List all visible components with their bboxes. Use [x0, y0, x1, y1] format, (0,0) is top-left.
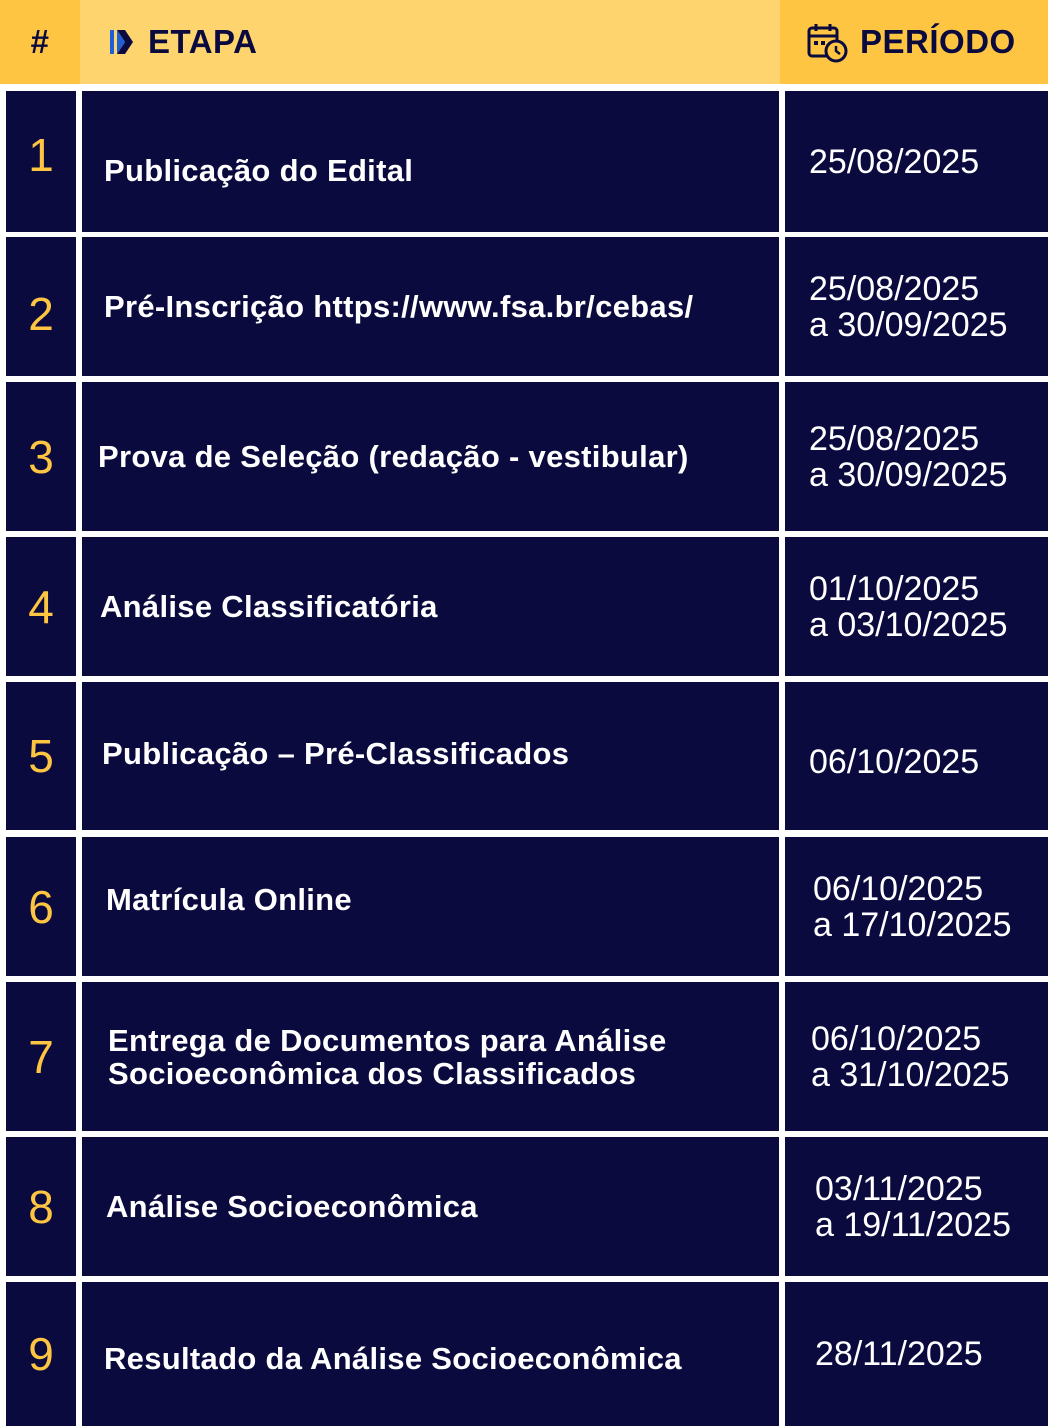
periodo-end: a 31/10/2025: [811, 1055, 1010, 1094]
row-periodo: [785, 237, 1048, 376]
row-etapa: Pré-Inscrição https://www.fsa.br/cebas/: [82, 237, 779, 376]
header-periodo-label: PERÍODO: [860, 23, 1016, 60]
periodo-end: a 30/09/2025: [809, 455, 1008, 494]
row-periodo: [785, 1282, 1048, 1426]
row-number: 4: [6, 537, 76, 676]
header-number-label: #: [30, 23, 50, 60]
periodo-start: 06/10/2025: [813, 869, 984, 908]
row-etapa: Análise Classificatória: [82, 537, 779, 676]
row-number: 5: [6, 682, 76, 830]
row-number: 6: [6, 837, 76, 976]
table-row: [0, 91, 1048, 232]
row-etapa: Publicação – Pré-Classificados: [82, 682, 779, 830]
periodo-start: 25/08/2025: [809, 419, 980, 458]
periodo-start: 03/11/2025: [815, 1169, 983, 1208]
table-row: [0, 837, 1048, 976]
table-header: [0, 0, 1048, 84]
row-periodo: [785, 91, 1048, 232]
row-periodo: [785, 537, 1048, 676]
row-etapa: Prova de Seleção (redação - vestibular): [82, 382, 779, 531]
row-number: 2: [6, 237, 76, 376]
row-number: 8: [6, 1137, 76, 1276]
table-row: [0, 237, 1048, 376]
periodo-start: 06/10/2025: [811, 1019, 982, 1058]
table-row: [0, 537, 1048, 676]
periodo-end: a 17/10/2025: [813, 905, 1012, 944]
row-periodo: [785, 382, 1048, 531]
row-periodo: [785, 682, 1048, 830]
table-row: [0, 682, 1048, 830]
row-etapa: Publicação do Edital: [82, 91, 779, 232]
table-row: [0, 1137, 1048, 1276]
periodo-start: 25/08/2025: [809, 269, 980, 308]
row-etapa: Entrega de Documentos para Análise Socioeconômica dos Classificados: [82, 982, 779, 1131]
row-number: 9: [6, 1282, 76, 1426]
header-etapa-column: [80, 0, 780, 84]
periodo-end: a 30/09/2025: [809, 305, 1008, 344]
row-number: 7: [6, 982, 76, 1131]
row-etapa: Análise Socioeconômica: [82, 1137, 779, 1276]
row-periodo: [785, 1137, 1048, 1276]
row-periodo: [785, 982, 1048, 1131]
header-number-column: [0, 0, 80, 84]
table-row: [0, 1282, 1048, 1426]
periodo-end: a 03/10/2025: [809, 605, 1008, 644]
row-etapa: Resultado da Análise Socioeconômica: [82, 1282, 779, 1426]
skip-forward-icon: [106, 27, 136, 57]
periodo-start: 06/10/2025: [809, 743, 980, 781]
header-periodo-column: [780, 0, 1048, 84]
periodo-end: a 19/11/2025: [815, 1205, 1011, 1244]
table-row: [0, 382, 1048, 531]
header-etapa-label: ETAPA: [148, 23, 258, 60]
periodo-start: 28/11/2025: [815, 1335, 983, 1373]
periodo-start: 01/10/2025: [809, 569, 980, 608]
periodo-start: 25/08/2025: [809, 142, 980, 181]
row-number: 3: [6, 382, 76, 531]
table-row: [0, 982, 1048, 1131]
calendar-clock-icon: [806, 21, 848, 63]
row-number: 1: [6, 91, 76, 232]
row-etapa: Matrícula Online: [82, 837, 779, 976]
row-periodo: [785, 837, 1048, 976]
